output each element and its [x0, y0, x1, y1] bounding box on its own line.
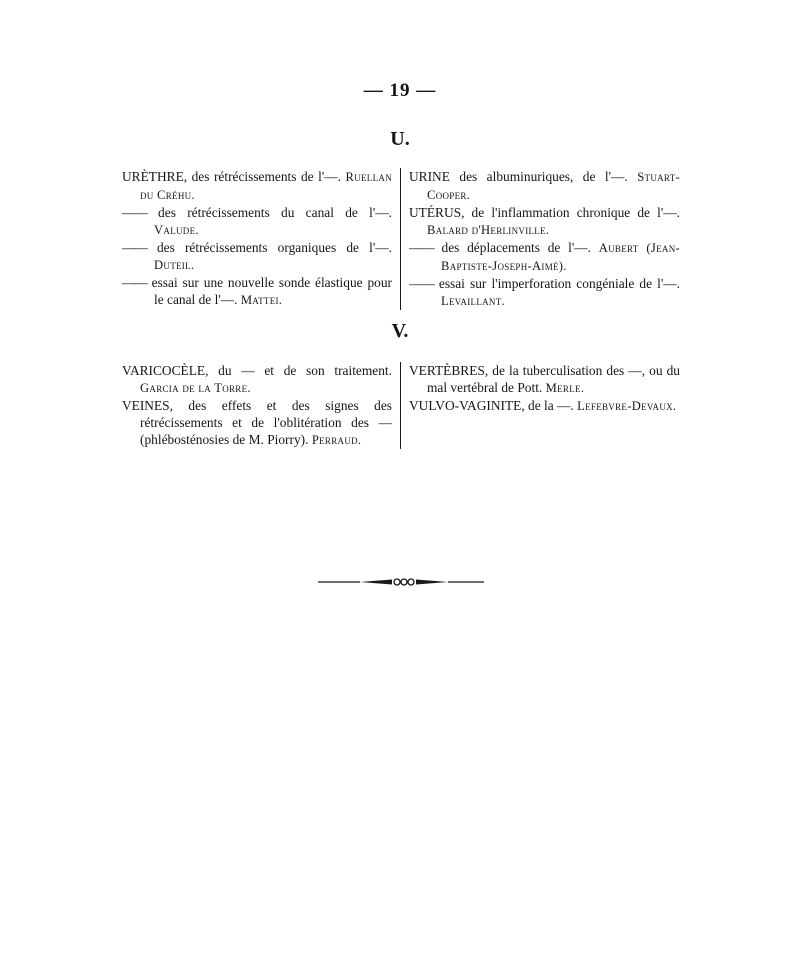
section-v-left-column: [122, 362, 401, 449]
section-v-right-column: [401, 362, 680, 449]
index-entry: —— essai sur une nouvelle sonde élastique pour le canal de l'—. Mattei.: [122, 275, 392, 307]
section-letter-u: U.: [390, 128, 410, 150]
section-u-left-column: [122, 168, 401, 310]
end-ornament: [0, 572, 800, 592]
page-number: — 19 —: [363, 80, 437, 101]
section-v-columns: [122, 362, 680, 449]
index-entry: —— des rétrécissements du canal de l'—. Valude.: [122, 205, 392, 237]
index-entry: VULVO-VAGINITE, de la —. Lefebvre-Devaux.: [409, 398, 677, 413]
index-entry: VEINES, des effets et des signes des rétrécissements et de l'oblitération des — (phlébosténosies de M. Piorry). Perraud.: [122, 398, 392, 447]
index-entry: VERTÈBRES, de la tuberculisation des —, ou du mal vertébral de Pott. Merle.: [409, 363, 680, 395]
section-u-columns: [122, 168, 680, 310]
index-entry: UTÉRUS, de l'inflammation chronique de l'—. Balard d'Herlinville.: [409, 205, 680, 237]
section-letter-v: V.: [391, 320, 409, 342]
index-entry: URÈTHRE, des rétrécissements de l'—. Ruellan du Créhu.: [122, 169, 392, 202]
index-entry: URINE des albuminuriques, de l'—. Stuart-Cooper.: [409, 169, 680, 202]
section-u-right-column: [401, 168, 680, 310]
index-entry: VARICOCÈLE, du — et de son traitement. Garcia de la Torre.: [122, 363, 392, 395]
index-entry: —— des déplacements de l'—. Aubert (Jean-Baptiste-Joseph-Aimé).: [409, 240, 681, 273]
index-entry: —— essai sur l'imperforation congéniale de l'—. Levaillant.: [409, 276, 680, 308]
index-entry: —— des rétrécissements organiques de l'—. Duteil.: [122, 240, 392, 272]
